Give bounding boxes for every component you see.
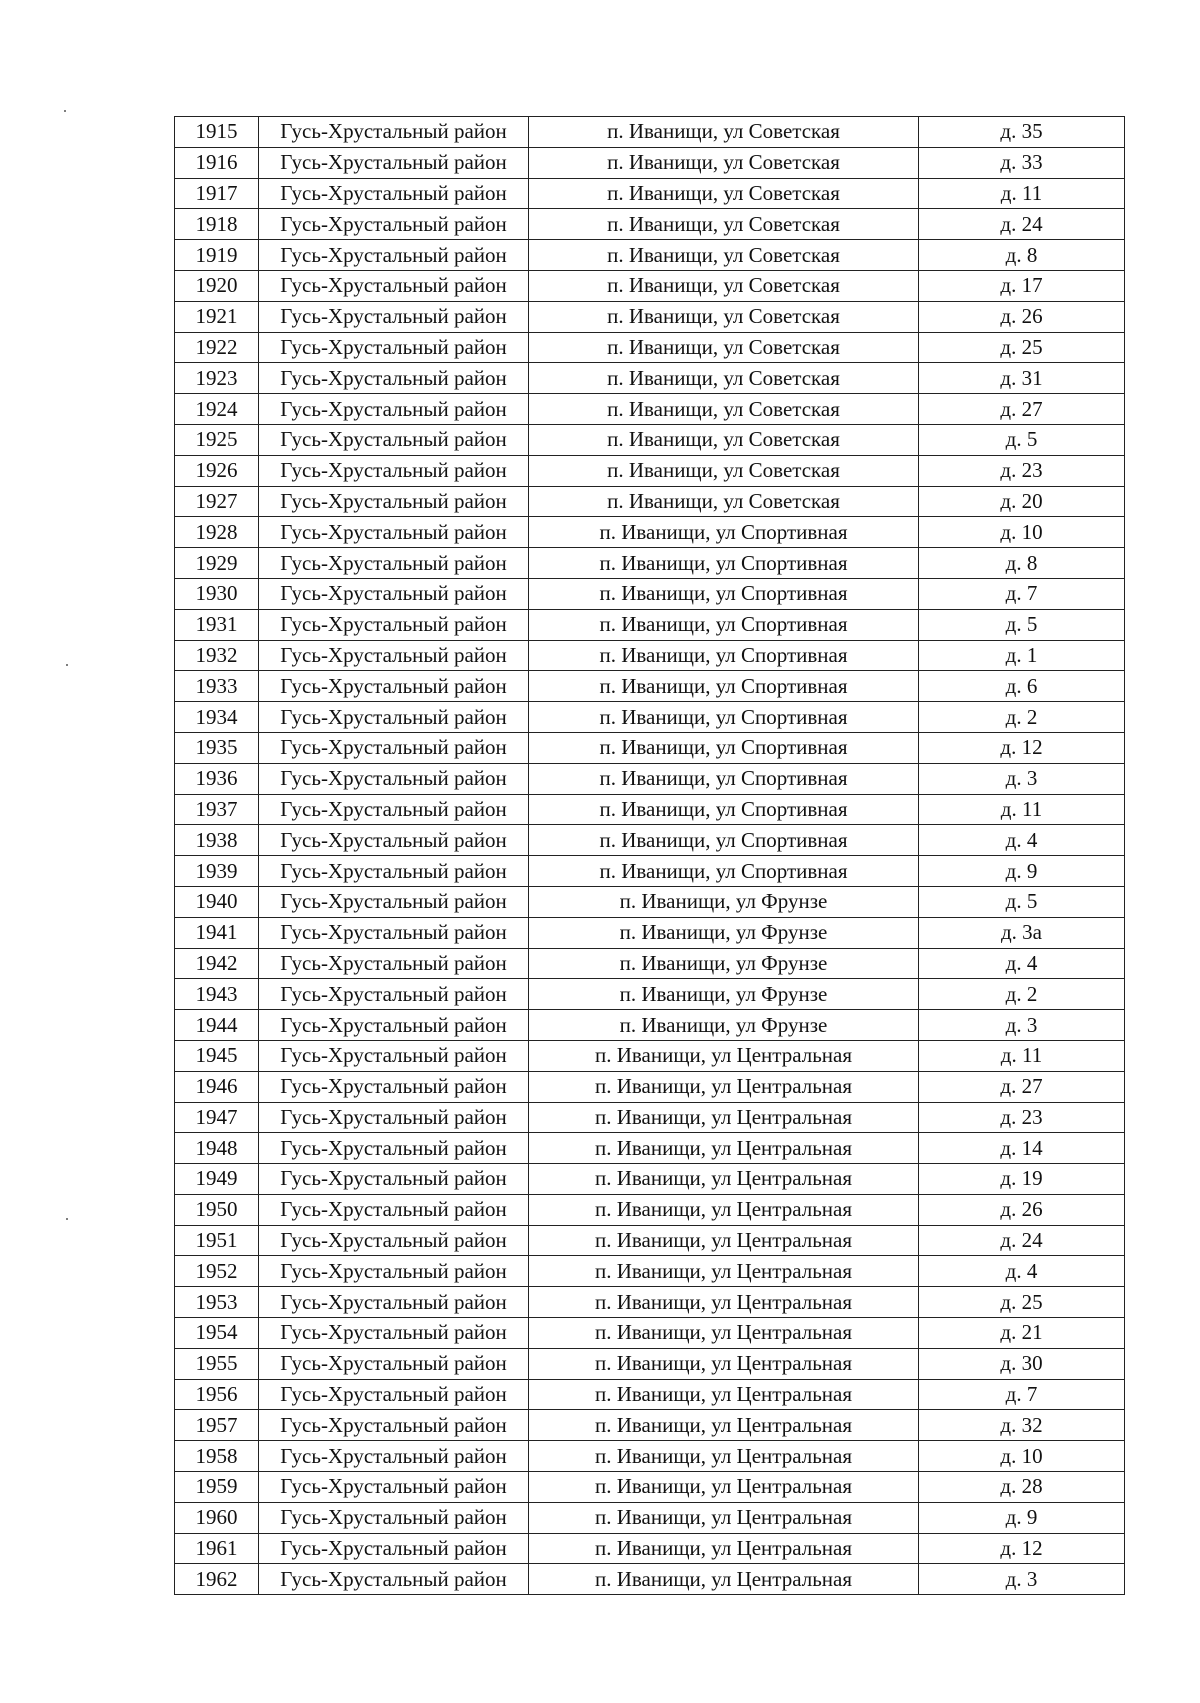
record-number-cell: 1957 [175, 1410, 259, 1441]
street-cell: п. Иванищи, ул Спортивная [529, 640, 919, 671]
street-cell: п. Иванищи, ул Центральная [529, 1533, 919, 1564]
table-row [175, 640, 1125, 671]
street-cell: п. Иванищи, ул Советская [529, 394, 919, 425]
record-number-cell: 1950 [175, 1194, 259, 1225]
district-cell: Гусь-Хрустальный район [259, 363, 529, 394]
street-cell: п. Иванищи, ул Центральная [529, 1040, 919, 1071]
street-cell: п. Иванищи, ул Советская [529, 424, 919, 455]
street-cell: п. Иванищи, ул Центральная [529, 1441, 919, 1472]
table-row [175, 1533, 1125, 1564]
record-number-cell: 1927 [175, 486, 259, 517]
table-row [175, 270, 1125, 301]
record-number-cell: 1917 [175, 178, 259, 209]
record-number-cell: 1916 [175, 147, 259, 178]
record-number-cell: 1944 [175, 1010, 259, 1041]
street-cell: п. Иванищи, ул Центральная [529, 1287, 919, 1318]
scan-speck [64, 110, 66, 112]
house-number-cell: д. 10 [919, 517, 1125, 548]
street-cell: п. Иванищи, ул Спортивная [529, 825, 919, 856]
district-cell: Гусь-Хрустальный район [259, 178, 529, 209]
district-cell: Гусь-Хрустальный район [259, 1040, 529, 1071]
record-number-cell: 1956 [175, 1379, 259, 1410]
house-number-cell: д. 3 [919, 1564, 1125, 1595]
street-cell: п. Иванищи, ул Советская [529, 178, 919, 209]
district-cell: Гусь-Хрустальный район [259, 1318, 529, 1349]
table-row [175, 1010, 1125, 1041]
district-cell: Гусь-Хрустальный район [259, 1472, 529, 1503]
house-number-cell: д. 23 [919, 1102, 1125, 1133]
house-number-cell: д. 7 [919, 1379, 1125, 1410]
table-row [175, 1379, 1125, 1410]
record-number-cell: 1958 [175, 1441, 259, 1472]
table-row [175, 856, 1125, 887]
street-cell: п. Иванищи, ул Советская [529, 363, 919, 394]
district-cell: Гусь-Хрустальный район [259, 732, 529, 763]
scan-speck [66, 664, 68, 666]
house-number-cell: д. 10 [919, 1441, 1125, 1472]
table-row [175, 825, 1125, 856]
house-number-cell: д. 4 [919, 948, 1125, 979]
table-row [175, 948, 1125, 979]
street-cell: п. Иванищи, ул Центральная [529, 1379, 919, 1410]
house-number-cell: д. 23 [919, 455, 1125, 486]
street-cell: п. Иванищи, ул Фрунзе [529, 979, 919, 1010]
house-number-cell: д. 7 [919, 578, 1125, 609]
table-row [175, 332, 1125, 363]
street-cell: п. Иванищи, ул Центральная [529, 1318, 919, 1349]
district-cell: Гусь-Хрустальный район [259, 1102, 529, 1133]
table-row [175, 363, 1125, 394]
record-number-cell: 1935 [175, 732, 259, 763]
house-number-cell: д. 9 [919, 856, 1125, 887]
record-number-cell: 1921 [175, 301, 259, 332]
district-cell: Гусь-Хрустальный район [259, 1071, 529, 1102]
record-number-cell: 1915 [175, 117, 259, 148]
record-number-cell: 1937 [175, 794, 259, 825]
district-cell: Гусь-Хрустальный район [259, 794, 529, 825]
house-number-cell: д. 5 [919, 886, 1125, 917]
house-number-cell: д. 35 [919, 117, 1125, 148]
district-cell: Гусь-Хрустальный район [259, 117, 529, 148]
street-cell: п. Иванищи, ул Центральная [529, 1410, 919, 1441]
record-number-cell: 1931 [175, 609, 259, 640]
table-row [175, 486, 1125, 517]
record-number-cell: 1933 [175, 671, 259, 702]
house-number-cell: д. 3а [919, 917, 1125, 948]
street-cell: п. Иванищи, ул Центральная [529, 1133, 919, 1164]
district-cell: Гусь-Хрустальный район [259, 147, 529, 178]
house-number-cell: д. 6 [919, 671, 1125, 702]
address-table [174, 116, 1125, 1595]
street-cell: п. Иванищи, ул Спортивная [529, 732, 919, 763]
table-row [175, 117, 1125, 148]
street-cell: п. Иванищи, ул Советская [529, 147, 919, 178]
street-cell: п. Иванищи, ул Спортивная [529, 794, 919, 825]
house-number-cell: д. 25 [919, 1287, 1125, 1318]
street-cell: п. Иванищи, ул Спортивная [529, 763, 919, 794]
house-number-cell: д. 25 [919, 332, 1125, 363]
house-number-cell: д. 12 [919, 732, 1125, 763]
house-number-cell: д. 2 [919, 702, 1125, 733]
record-number-cell: 1929 [175, 548, 259, 579]
house-number-cell: д. 1 [919, 640, 1125, 671]
table-row [175, 1410, 1125, 1441]
district-cell: Гусь-Хрустальный район [259, 1441, 529, 1472]
table-row [175, 1472, 1125, 1503]
house-number-cell: д. 11 [919, 1040, 1125, 1071]
record-number-cell: 1953 [175, 1287, 259, 1318]
record-number-cell: 1940 [175, 886, 259, 917]
street-cell: п. Иванищи, ул Центральная [529, 1164, 919, 1195]
record-number-cell: 1948 [175, 1133, 259, 1164]
house-number-cell: д. 19 [919, 1164, 1125, 1195]
record-number-cell: 1960 [175, 1502, 259, 1533]
district-cell: Гусь-Хрустальный район [259, 1379, 529, 1410]
record-number-cell: 1922 [175, 332, 259, 363]
table-row [175, 702, 1125, 733]
house-number-cell: д. 21 [919, 1318, 1125, 1349]
table-row [175, 578, 1125, 609]
table-row [175, 517, 1125, 548]
district-cell: Гусь-Хрустальный район [259, 1502, 529, 1533]
street-cell: п. Иванищи, ул Советская [529, 117, 919, 148]
street-cell: п. Иванищи, ул Советская [529, 240, 919, 271]
street-cell: п. Иванищи, ул Фрунзе [529, 948, 919, 979]
house-number-cell: д. 26 [919, 1194, 1125, 1225]
house-number-cell: д. 33 [919, 147, 1125, 178]
street-cell: п. Иванищи, ул Спортивная [529, 671, 919, 702]
street-cell: п. Иванищи, ул Центральная [529, 1102, 919, 1133]
house-number-cell: д. 27 [919, 1071, 1125, 1102]
record-number-cell: 1939 [175, 856, 259, 887]
record-number-cell: 1938 [175, 825, 259, 856]
street-cell: п. Иванищи, ул Фрунзе [529, 917, 919, 948]
district-cell: Гусь-Хрустальный район [259, 1194, 529, 1225]
record-number-cell: 1962 [175, 1564, 259, 1595]
district-cell: Гусь-Хрустальный район [259, 702, 529, 733]
record-number-cell: 1928 [175, 517, 259, 548]
table-row [175, 732, 1125, 763]
table-row [175, 1564, 1125, 1595]
district-cell: Гусь-Хрустальный район [259, 1164, 529, 1195]
district-cell: Гусь-Хрустальный район [259, 209, 529, 240]
table-row [175, 1225, 1125, 1256]
street-cell: п. Иванищи, ул Центральная [529, 1071, 919, 1102]
district-cell: Гусь-Хрустальный район [259, 640, 529, 671]
district-cell: Гусь-Хрустальный район [259, 270, 529, 301]
district-cell: Гусь-Хрустальный район [259, 1410, 529, 1441]
table-row [175, 1164, 1125, 1195]
table-row [175, 1348, 1125, 1379]
record-number-cell: 1955 [175, 1348, 259, 1379]
street-cell: п. Иванищи, ул Центральная [529, 1502, 919, 1533]
record-number-cell: 1961 [175, 1533, 259, 1564]
record-number-cell: 1934 [175, 702, 259, 733]
street-cell: п. Иванищи, ул Спортивная [529, 548, 919, 579]
table-row [175, 1133, 1125, 1164]
table-row [175, 979, 1125, 1010]
house-number-cell: д. 8 [919, 548, 1125, 579]
street-cell: п. Иванищи, ул Спортивная [529, 856, 919, 887]
record-number-cell: 1943 [175, 979, 259, 1010]
table-row [175, 548, 1125, 579]
record-number-cell: 1952 [175, 1256, 259, 1287]
district-cell: Гусь-Хрустальный район [259, 1256, 529, 1287]
table-row [175, 794, 1125, 825]
house-number-cell: д. 32 [919, 1410, 1125, 1441]
house-number-cell: д. 12 [919, 1533, 1125, 1564]
house-number-cell: д. 14 [919, 1133, 1125, 1164]
table-row [175, 301, 1125, 332]
table-row [175, 394, 1125, 425]
street-cell: п. Иванищи, ул Советская [529, 270, 919, 301]
district-cell: Гусь-Хрустальный район [259, 1133, 529, 1164]
district-cell: Гусь-Хрустальный район [259, 917, 529, 948]
house-number-cell: д. 11 [919, 794, 1125, 825]
table-row [175, 1040, 1125, 1071]
street-cell: п. Иванищи, ул Советская [529, 455, 919, 486]
house-number-cell: д. 24 [919, 1225, 1125, 1256]
street-cell: п. Иванищи, ул Советская [529, 332, 919, 363]
record-number-cell: 1925 [175, 424, 259, 455]
record-number-cell: 1919 [175, 240, 259, 271]
district-cell: Гусь-Хрустальный район [259, 671, 529, 702]
district-cell: Гусь-Хрустальный район [259, 856, 529, 887]
district-cell: Гусь-Хрустальный район [259, 1225, 529, 1256]
record-number-cell: 1942 [175, 948, 259, 979]
address-table-body [175, 117, 1125, 1595]
district-cell: Гусь-Хрустальный район [259, 1287, 529, 1318]
house-number-cell: д. 24 [919, 209, 1125, 240]
table-row [175, 886, 1125, 917]
district-cell: Гусь-Хрустальный район [259, 948, 529, 979]
district-cell: Гусь-Хрустальный район [259, 455, 529, 486]
house-number-cell: д. 2 [919, 979, 1125, 1010]
street-cell: п. Иванищи, ул Фрунзе [529, 886, 919, 917]
house-number-cell: д. 31 [919, 363, 1125, 394]
table-row [175, 1318, 1125, 1349]
street-cell: п. Иванищи, ул Центральная [529, 1472, 919, 1503]
house-number-cell: д. 17 [919, 270, 1125, 301]
street-cell: п. Иванищи, ул Советская [529, 301, 919, 332]
street-cell: п. Иванищи, ул Центральная [529, 1564, 919, 1595]
record-number-cell: 1954 [175, 1318, 259, 1349]
district-cell: Гусь-Хрустальный район [259, 825, 529, 856]
house-number-cell: д. 8 [919, 240, 1125, 271]
table-row [175, 455, 1125, 486]
record-number-cell: 1947 [175, 1102, 259, 1133]
record-number-cell: 1923 [175, 363, 259, 394]
table-row [175, 424, 1125, 455]
house-number-cell: д. 3 [919, 1010, 1125, 1041]
house-number-cell: д. 27 [919, 394, 1125, 425]
district-cell: Гусь-Хрустальный район [259, 394, 529, 425]
house-number-cell: д. 4 [919, 825, 1125, 856]
table-row [175, 1256, 1125, 1287]
district-cell: Гусь-Хрустальный район [259, 240, 529, 271]
house-number-cell: д. 5 [919, 609, 1125, 640]
record-number-cell: 1926 [175, 455, 259, 486]
table-row [175, 917, 1125, 948]
record-number-cell: 1936 [175, 763, 259, 794]
table-row [175, 1194, 1125, 1225]
district-cell: Гусь-Хрустальный район [259, 424, 529, 455]
district-cell: Гусь-Хрустальный район [259, 763, 529, 794]
house-number-cell: д. 28 [919, 1472, 1125, 1503]
street-cell: п. Иванищи, ул Центральная [529, 1194, 919, 1225]
table-row [175, 178, 1125, 209]
table-row [175, 1287, 1125, 1318]
district-cell: Гусь-Хрустальный район [259, 517, 529, 548]
district-cell: Гусь-Хрустальный район [259, 609, 529, 640]
table-row [175, 1502, 1125, 1533]
record-number-cell: 1930 [175, 578, 259, 609]
record-number-cell: 1951 [175, 1225, 259, 1256]
house-number-cell: д. 30 [919, 1348, 1125, 1379]
street-cell: п. Иванищи, ул Фрунзе [529, 1010, 919, 1041]
house-number-cell: д. 26 [919, 301, 1125, 332]
record-number-cell: 1920 [175, 270, 259, 301]
district-cell: Гусь-Хрустальный район [259, 1348, 529, 1379]
street-cell: п. Иванищи, ул Советская [529, 486, 919, 517]
record-number-cell: 1959 [175, 1472, 259, 1503]
district-cell: Гусь-Хрустальный район [259, 548, 529, 579]
table-row [175, 1102, 1125, 1133]
record-number-cell: 1946 [175, 1071, 259, 1102]
record-number-cell: 1932 [175, 640, 259, 671]
house-number-cell: д. 5 [919, 424, 1125, 455]
scan-speck [66, 1218, 68, 1220]
street-cell: п. Иванищи, ул Центральная [529, 1225, 919, 1256]
house-number-cell: д. 4 [919, 1256, 1125, 1287]
record-number-cell: 1949 [175, 1164, 259, 1195]
table-row [175, 763, 1125, 794]
district-cell: Гусь-Хрустальный район [259, 578, 529, 609]
district-cell: Гусь-Хрустальный район [259, 1533, 529, 1564]
house-number-cell: д. 11 [919, 178, 1125, 209]
street-cell: п. Иванищи, ул Центральная [529, 1256, 919, 1287]
table-row [175, 1071, 1125, 1102]
street-cell: п. Иванищи, ул Советская [529, 209, 919, 240]
district-cell: Гусь-Хрустальный район [259, 301, 529, 332]
house-number-cell: д. 9 [919, 1502, 1125, 1533]
table-row [175, 1441, 1125, 1472]
table-row [175, 209, 1125, 240]
district-cell: Гусь-Хрустальный район [259, 886, 529, 917]
street-cell: п. Иванищи, ул Центральная [529, 1348, 919, 1379]
record-number-cell: 1945 [175, 1040, 259, 1071]
house-number-cell: д. 20 [919, 486, 1125, 517]
table-row [175, 147, 1125, 178]
table-row [175, 240, 1125, 271]
district-cell: Гусь-Хрустальный район [259, 1010, 529, 1041]
record-number-cell: 1924 [175, 394, 259, 425]
district-cell: Гусь-Хрустальный район [259, 979, 529, 1010]
street-cell: п. Иванищи, ул Спортивная [529, 578, 919, 609]
street-cell: п. Иванищи, ул Спортивная [529, 609, 919, 640]
house-number-cell: д. 3 [919, 763, 1125, 794]
table-row [175, 671, 1125, 702]
record-number-cell: 1918 [175, 209, 259, 240]
record-number-cell: 1941 [175, 917, 259, 948]
table-row [175, 609, 1125, 640]
district-cell: Гусь-Хрустальный район [259, 486, 529, 517]
street-cell: п. Иванищи, ул Спортивная [529, 702, 919, 733]
district-cell: Гусь-Хрустальный район [259, 1564, 529, 1595]
street-cell: п. Иванищи, ул Спортивная [529, 517, 919, 548]
district-cell: Гусь-Хрустальный район [259, 332, 529, 363]
